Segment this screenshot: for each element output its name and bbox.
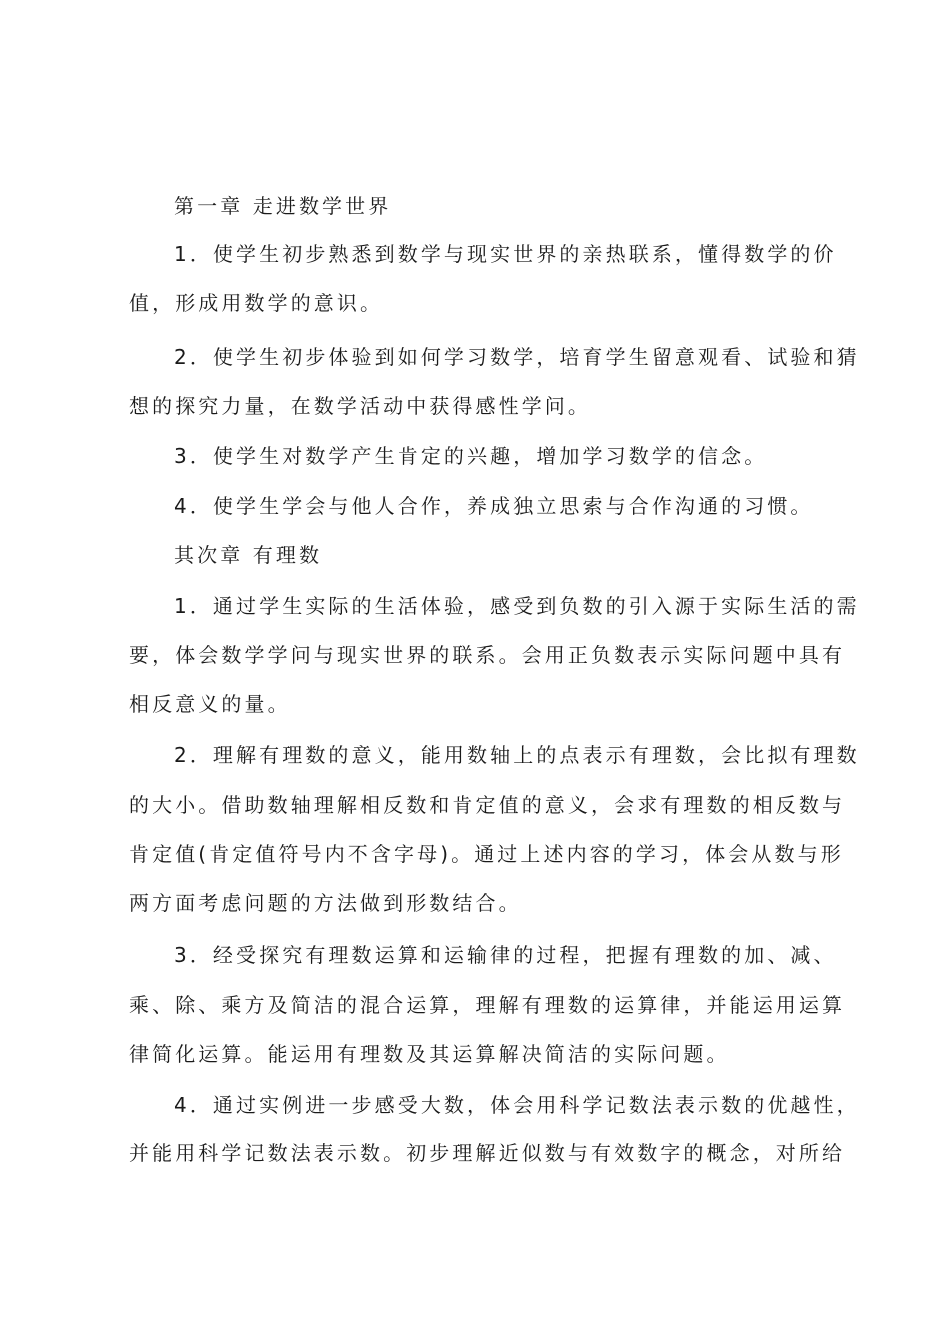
paragraph-line: 乘、除、乘方及简洁的混合运算，理解有理数的运算律，并能运用运算	[129, 993, 846, 1017]
paragraph-line: 值，形成用数学的意识。	[129, 291, 384, 315]
paragraph-line: 4．通过实例进一步感受大数，体会用科学记数法表示数的优越性，	[174, 1093, 860, 1117]
paragraph-line: 想的探究力量，在数学活动中获得感性学问。	[129, 394, 591, 418]
paragraph-line: 2．使学生初步体验到如何学习数学，培育学生留意观看、试验和猜	[174, 345, 860, 369]
paragraph-line: 肯定值(肯定值符号内不含字母)。通过上述内容的学习，体会从数与形	[129, 842, 844, 866]
paragraph-line: 1．通过学生实际的生活体验，感受到负数的引入源于实际生活的需	[174, 594, 860, 618]
paragraph-line: 2．理解有理数的意义，能用数轴上的点表示有理数，会比拟有理数	[174, 743, 860, 767]
paragraph-line: 相反意义的量。	[129, 692, 291, 716]
paragraph-line: 3．经受探究有理数运算和运输律的过程，把握有理数的加、减、	[174, 943, 837, 967]
paragraph-line: 3．使学生对数学产生肯定的兴趣，增加学习数学的信念。	[174, 444, 768, 468]
paragraph-line: 1．使学生初步熟悉到数学与现实世界的亲热联系，懂得数学的价	[174, 242, 837, 266]
paragraph-line: 并能用科学记数法表示数。初步理解近似数与有效数字的概念，对所给	[129, 1141, 846, 1165]
paragraph-line: 律简化运算。能运用有理数及其运算解决简洁的实际问题。	[129, 1042, 730, 1066]
paragraph-line: 要，体会数学学问与现实世界的联系。会用正负数表示实际问题中具有	[129, 643, 846, 667]
paragraph-line: 两方面考虑问题的方法做到形数结合。	[129, 891, 522, 915]
chapter-heading: 第一章 走进数学世界	[174, 194, 392, 218]
paragraph-line: 4．使学生学会与他人合作，养成独立思索与合作沟通的习惯。	[174, 494, 814, 518]
paragraph-line: 的大小。借助数轴理解相反数和肯定值的意义，会求有理数的相反数与	[129, 793, 846, 817]
chapter-heading: 其次章 有理数	[174, 543, 323, 567]
